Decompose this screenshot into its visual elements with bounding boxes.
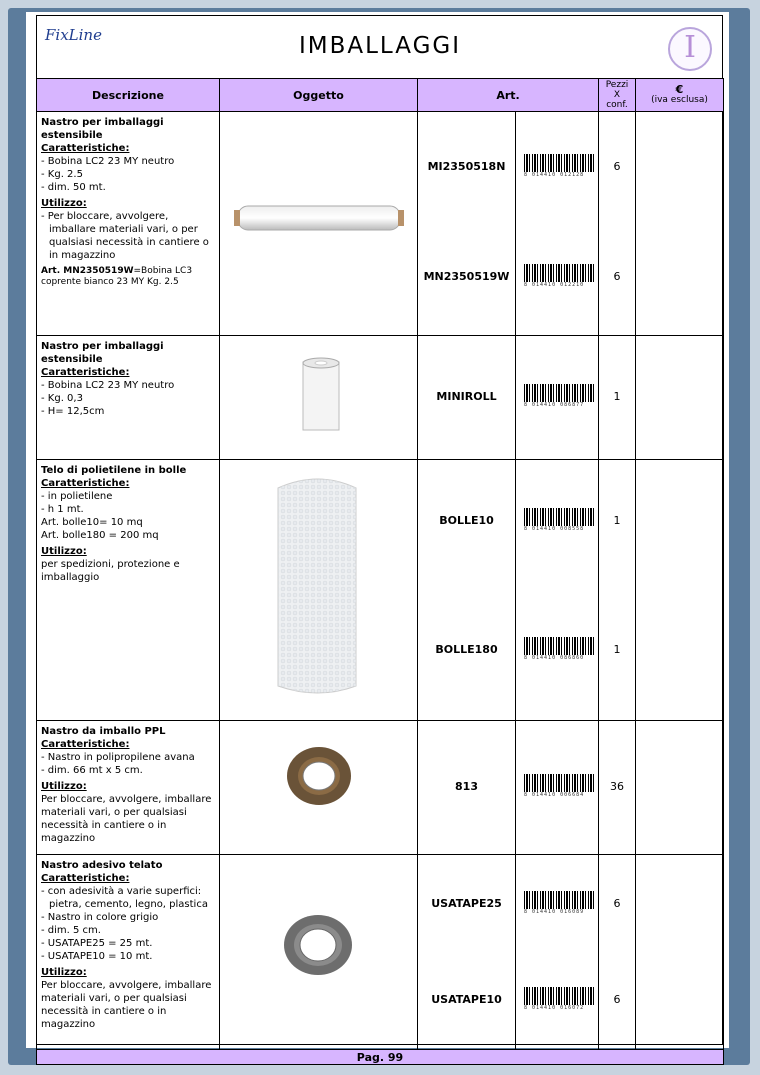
spec-line: in magazzino — [49, 250, 116, 261]
barcode-number: 8 014410 012128 — [524, 171, 585, 178]
spec-line: magazzino — [41, 833, 96, 844]
spec-line: - con adesività a varie superfici: — [41, 886, 202, 897]
barcode-bars — [524, 637, 596, 655]
product-description — [37, 112, 220, 336]
pieces-per-pack: 1 — [613, 642, 621, 656]
product-name: Nastro adesivo telato — [41, 860, 163, 871]
article-code: MN2350519W — [423, 269, 510, 283]
article-code-cell — [418, 721, 516, 855]
pieces-per-pack: 6 — [613, 269, 621, 283]
quantity-cell — [599, 460, 636, 721]
section-heading: Caratteristiche: — [41, 143, 130, 154]
spec-line: imballaggio — [41, 572, 100, 583]
barcode-number: 8 014410 012210 — [524, 281, 585, 288]
spec-line: - dim. 50 mt. — [41, 182, 106, 193]
section-heading: Utilizzo: — [41, 781, 87, 792]
pezzi-label-1: Pezzi — [605, 80, 629, 90]
pieces-per-pack: 36 — [610, 780, 624, 793]
page-number: Pag. 99 — [37, 1050, 724, 1065]
duct-tape-image — [220, 855, 418, 1046]
product-description — [37, 721, 220, 855]
product-name: Nastro da imballo PPL — [41, 726, 166, 737]
article-code: MINIROLL — [436, 390, 497, 403]
section-heading: Utilizzo: — [41, 967, 87, 978]
price-cell — [636, 336, 724, 460]
spec-line: materiali vari, o per qualsiasi — [41, 807, 187, 818]
quantity-cell — [599, 855, 636, 1050]
article-code-cell — [418, 336, 516, 460]
quantity-cell — [599, 112, 636, 336]
spec-line: - H= 12,5cm — [41, 406, 105, 417]
pieces-per-pack: 6 — [613, 159, 621, 173]
spec-line: - USATAPE25 = 25 mt. — [41, 938, 153, 949]
pieces-per-pack: 1 — [613, 390, 621, 403]
barcode-bars — [524, 508, 596, 526]
spec-line: per spedizioni, protezione e — [41, 559, 180, 570]
product-row — [37, 460, 724, 721]
product-description — [37, 855, 220, 1050]
product-image-cell — [220, 460, 418, 721]
barcode-cell — [516, 721, 599, 855]
spec-line: - USATAPE10 = 10 mt. — [41, 951, 153, 962]
spec-line: - Bobina LC2 23 MY neutro — [41, 380, 175, 391]
product-row — [37, 855, 724, 1050]
product-image-cell — [220, 855, 418, 1050]
spec-line: - Kg. 0,3 — [41, 393, 83, 404]
article-code: BOLLE180 — [435, 642, 498, 656]
barcode — [524, 987, 596, 1013]
price-cell — [636, 721, 724, 855]
spec-line: necessità in cantiere o in — [41, 820, 167, 831]
section-heading: Caratteristiche: — [41, 739, 130, 750]
section-heading: Caratteristiche: — [41, 478, 130, 489]
barcode — [524, 637, 596, 663]
barcode-cell — [516, 336, 599, 460]
pieces-per-pack: 1 — [613, 514, 621, 528]
spec-line: - Nastro in colore grigio — [41, 912, 159, 923]
price-cell — [636, 112, 724, 336]
quantity-cell — [599, 336, 636, 460]
barcode-number: 8 014410 086860 — [524, 654, 585, 661]
spec-line: - dim. 5 cm. — [41, 925, 101, 936]
product-description — [37, 336, 220, 460]
barcode — [524, 384, 596, 410]
article-code: 813 — [455, 780, 478, 793]
spec-line: - Kg. 2.5 — [41, 169, 83, 180]
spec-line: magazzino — [41, 1019, 96, 1030]
note-text: =Bobina LC3 coprente bianco 23 MY Kg. 2.5 — [41, 266, 193, 287]
article-code: USATAPE25 — [431, 897, 502, 911]
product-row — [37, 112, 724, 336]
bubble-wrap-roll-image — [220, 460, 418, 717]
product-row — [37, 721, 724, 855]
quantity-cell — [599, 721, 636, 855]
price-cell — [636, 460, 724, 721]
ppl-tape-image — [220, 721, 418, 851]
product-name: Nastro per imballaggi estensibile — [41, 117, 164, 141]
barcode-number: 8 014410 008558 — [524, 526, 585, 533]
note-article: Art. MN2350519W — [41, 266, 134, 276]
product-table — [36, 78, 724, 1065]
barcode-bars — [524, 384, 596, 402]
barcode — [524, 154, 596, 180]
barcode-number: 8 014410 086877 — [524, 402, 585, 408]
barcode — [524, 891, 596, 917]
spec-line: - Per bloccare, avvolgere, — [41, 211, 169, 222]
section-heading: Utilizzo: — [41, 198, 87, 209]
barcode-number: 8 014410 006684 — [524, 792, 585, 798]
barcode-cell — [516, 460, 599, 721]
pezzi-label-2: X — [613, 90, 621, 100]
product-image-cell — [220, 336, 418, 460]
euro-symbol: € — [675, 83, 684, 96]
brand-logo: FixLine — [45, 26, 102, 44]
barcode — [524, 264, 596, 290]
barcode-bars — [524, 774, 596, 792]
article-code: BOLLE10 — [439, 514, 494, 528]
stretch-film-roll-image — [220, 112, 418, 332]
iva-label: (iva esclusa) — [651, 95, 708, 105]
barcode-number: 8 014410 016089 — [524, 909, 585, 916]
product-name: Telo di polietilene in bolle — [41, 465, 187, 476]
spec-line: - Bobina LC2 23 MY neutro — [41, 156, 175, 167]
product-image-cell — [220, 721, 418, 855]
barcode-cell — [516, 112, 599, 336]
spec-line: materiali vari, o per qualsiasi — [41, 993, 187, 1004]
article-code-cell — [418, 855, 516, 1050]
article-code: USATAPE10 — [431, 992, 502, 1006]
barcode-bars — [524, 264, 596, 282]
barcode-bars — [524, 987, 596, 1005]
col-oggetto: Oggetto — [220, 79, 418, 112]
product-image-cell — [220, 112, 418, 336]
pieces-per-pack: 6 — [613, 992, 621, 1006]
barcode-bars — [524, 891, 596, 909]
col-price — [636, 79, 724, 112]
pezzi-label-3: conf. — [606, 100, 628, 110]
col-descrizione: Descrizione — [37, 79, 220, 112]
section-heading: Caratteristiche: — [41, 367, 130, 378]
article-code-cell — [418, 460, 516, 721]
product-row — [37, 336, 724, 460]
product-description — [37, 460, 220, 721]
article-code: MI2350518N — [427, 159, 506, 173]
spec-line: - Nastro in polipropilene avana — [41, 752, 195, 763]
barcode-bars — [524, 154, 596, 172]
spec-line: imballare materiali vari, o per — [49, 224, 198, 235]
article-code-cell — [418, 112, 516, 336]
spec-line: necessità in cantiere o in — [41, 1006, 167, 1017]
section-heading: Caratteristiche: — [41, 873, 130, 884]
mini-roll-image — [220, 336, 418, 456]
barcode — [524, 774, 596, 800]
spec-line: Art. bolle10= 10 mq — [41, 517, 143, 528]
spec-line: - dim. 66 mt x 5 cm. — [41, 765, 143, 776]
barcode — [524, 508, 596, 534]
spec-line: - in polietilene — [41, 491, 113, 502]
product-name: Nastro per imballaggi estensibile — [41, 341, 164, 365]
barcode-number: 8 014410 016072 — [524, 1004, 585, 1011]
col-art: Art. — [418, 79, 599, 112]
spec-line: Per bloccare, avvolgere, imballare — [41, 980, 212, 991]
section-heading: Utilizzo: — [41, 546, 87, 557]
spec-line: - h 1 mt. — [41, 504, 84, 515]
spec-line: Art. bolle180 = 200 mq — [41, 530, 159, 541]
spec-line: qualsiasi necessità in cantiere o — [49, 237, 209, 248]
section-badge: I — [668, 27, 712, 71]
col-pezzi — [599, 79, 636, 112]
pieces-per-pack: 6 — [613, 897, 621, 911]
spec-line: pietra, cemento, legno, plastica — [49, 899, 208, 910]
spec-line: Per bloccare, avvolgere, imballare — [41, 794, 212, 805]
page-title: IMBALLAGGI — [298, 33, 462, 59]
price-cell — [636, 855, 724, 1050]
barcode-cell — [516, 855, 599, 1050]
article-note — [41, 266, 215, 288]
